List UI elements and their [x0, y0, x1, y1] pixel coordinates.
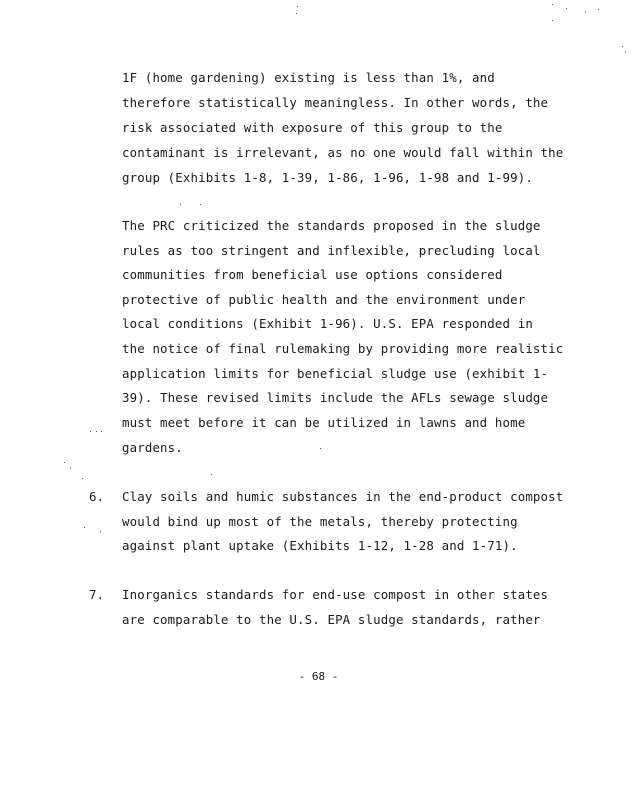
text-line: are comparable to the U.S. EPA sludge standards, rather: [122, 612, 541, 627]
text-line: 39). These revised limits include the AFLs sewage sludge: [122, 390, 549, 405]
text-line: application limits for beneficial sludge use (exhibit 1-: [122, 366, 549, 381]
text-line: group (Exhibits 1-8, 1-39, 1-86, 1-96, 1-98 and 1-99).: [122, 170, 533, 185]
text-line: contaminant is irrelevant, as no one would fall within the: [122, 145, 564, 160]
text-line: The PRC criticized the standards proposed in the sludge: [122, 218, 541, 233]
text-line: gardens.: [122, 440, 183, 455]
text-line: local conditions (Exhibit 1-96). U.S. EPA responded in: [122, 316, 533, 331]
page-number: - 68 -: [298, 670, 339, 683]
text-line: must meet before it can be utilized in lawns and home: [122, 415, 526, 430]
text-line: risk associated with exposure of this group to the: [122, 120, 503, 135]
text-line: therefore statistically meaningless. In other words, the: [122, 95, 549, 110]
text-line: against plant uptake (Exhibits 1-12, 1-28 and 1-71).: [122, 538, 518, 553]
text-line: the notice of final rulemaking by providing more realistic: [122, 341, 564, 356]
text-line: protective of public health and the environment under: [122, 292, 526, 307]
text-line: Clay soils and humic substances in the end-product compost: [122, 489, 564, 504]
text-line: Inorganics standards for end-use compost in other states: [122, 587, 549, 602]
list-item-number: 7.: [89, 587, 104, 602]
text-line: would bind up most of the metals, thereby protecting: [122, 514, 518, 529]
text-line: 1F (home gardening) existing is less than 1%, and: [122, 70, 495, 85]
text-line: communities from beneficial use options considered: [122, 267, 503, 282]
list-item-number: 6.: [89, 489, 104, 504]
text-line: rules as too stringent and inflexible, precluding local: [122, 243, 541, 258]
